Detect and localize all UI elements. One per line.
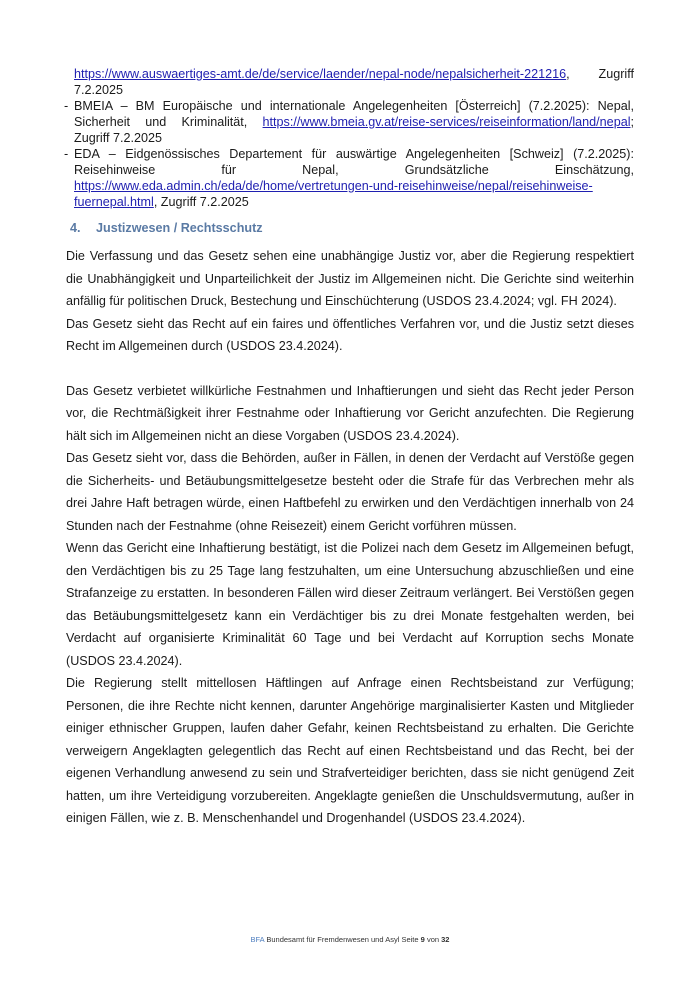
paragraph: Die Verfassung und das Gesetz sehen eine unabhängige Justiz vor, aber die Regierung respektiert die Unabhängigkeit und Unparteilichkeit der Justiz im Allgemeinen nicht. Die Gerichte sind weiterhin anfällig für politischen Druck, Bestechung und Einschüchterung (USDOS 23.4.2024; vgl. FH 2024). bbox=[66, 249, 634, 308]
paragraph-spacer bbox=[66, 358, 634, 380]
reference-link[interactable]: https://www.eda.admin.ch/eda/de/home/vertretungen-und-reisehinweise/nepal/reisehinweise-fuernepal.html bbox=[74, 179, 593, 209]
reference-access-date: ; Zugriff 7.2.2025 bbox=[74, 115, 634, 145]
reference-source: EDA – Eidgenössisches Departement für auswärtige Angelegenheiten [Schweiz] (7.2.2025): Reisehinweise für Nepal, Grundsätzliche Einschätzung, bbox=[74, 147, 634, 177]
reference-list bbox=[66, 66, 634, 210]
footer-page-label: Seite bbox=[401, 935, 419, 944]
footer-page-current: 9 bbox=[420, 935, 425, 944]
paragraph: Das Gesetz sieht das Recht auf ein faires und öffentliches Verfahren vor, und die Justiz setzt dieses Recht im Allgemeinen durch (USDOS 23.4.2024). bbox=[66, 316, 634, 353]
section-heading bbox=[70, 221, 263, 235]
section-body bbox=[66, 245, 634, 830]
paragraph: Das Gesetz sieht vor, dass die Behörden, außer in Fällen, in denen der Verdacht auf Verstöße gegen die Sicherheits- und Betäubungsmittelgesetze besteht oder die Strafe für das Verbrechen mehr als drei Jahre Haft betragen würde, einen Haftbefehl zu erwirken und den Verdächtigen innerhalb von 24 Stunden nach der Festnahme (ohne Reisezeit) einem Gericht vorführen müssen. bbox=[66, 451, 634, 533]
footer-org-name: Bundesamt für Fremdenwesen und Asyl bbox=[266, 935, 400, 944]
reference-link[interactable]: https://www.auswaertiges-amt.de/de/service/laender/nepal-node/nepalsicherheit-221216 bbox=[74, 67, 567, 81]
section-number: 4. bbox=[70, 221, 81, 235]
reference-item bbox=[66, 66, 634, 98]
reference-source: BMEIA – BM Europäische und internationale Angelegenheiten [Österreich] (7.2.2025): Nepal, Sicherheit und Kriminalität, bbox=[74, 99, 634, 129]
reference-item bbox=[66, 98, 634, 146]
reference-item bbox=[66, 146, 634, 210]
paragraph: Das Gesetz verbietet willkürliche Festnahmen und Inhaftierungen und sieht das Recht jeder Person vor, die Rechtmäßigkeit ihrer Festnahme oder Inhaftierung vor Gericht anzufechten. Die Regierung hält sich im Allgemeinen nicht an diese Vorgaben (USDOS 23.4.2024). bbox=[66, 383, 634, 443]
list-dash: - bbox=[64, 147, 69, 161]
page-footer bbox=[0, 935, 700, 944]
reference-access-date: , Zugriff 7.2.2025 bbox=[153, 195, 249, 209]
paragraph: Wenn das Gericht eine Inhaftierung bestätigt, ist die Polizei nach dem Gesetz im Allgemeinen befugt, den Verdächtigen bis zu 25 Tage lang festzuhalten, um eine Untersuchung abzuschließen und eine Strafanzeige zu erstatten. In besonderen Fällen wird dieser Zeitraum verlängert. Bei Verstößen gegen das Betäubungsmittelgesetz kann ein Verdächtiger bis zu drei Monate festgehalten werden, bei Verdacht auf organisierte Kriminalität 60 Tage und bei Verdacht auf Korruption sechs Monate (USDOS 23.4.2024). bbox=[66, 541, 634, 668]
section-title: Justizwesen / Rechtsschutz bbox=[96, 221, 263, 235]
footer-page-of: von bbox=[426, 935, 440, 944]
reference-link[interactable]: https://www.bmeia.gv.at/reise-services/reiseinformation/land/nepal bbox=[262, 115, 631, 129]
footer-org-short: BFA bbox=[250, 935, 265, 944]
paragraph: Die Regierung stellt mittellosen Häftlingen auf Anfrage einen Rechtsbeistand zur Verfügung; Personen, die ihre Rechte nicht kennen, darunter Angehörige marginalisierter Kasten und Mitglieder einiger ethnischer Gruppen, laufen daher Gefahr, keinen Rechtsbeistand zu erhalten. Die Gerichte verweigern Angeklagten gelegentlich das Recht auf einen Rechtsbeistand und das Recht, bei der eigenen Verhandlung anwesend zu sein und Strafverteidiger berichten, dass sie nicht genügend Zeit hatten, um ihre Verteidigung vorzubereiten. Angeklagte genießen die Unschuldsvermutung, außer in einigen Fällen, wie z. B. Menschenhandel und Drogenhandel (USDOS 23.4.2024). bbox=[66, 676, 634, 825]
reference-access-date: , Zugriff 7.2.2025 bbox=[74, 67, 634, 97]
footer-page-total: 32 bbox=[441, 935, 450, 944]
list-dash: - bbox=[64, 99, 69, 113]
